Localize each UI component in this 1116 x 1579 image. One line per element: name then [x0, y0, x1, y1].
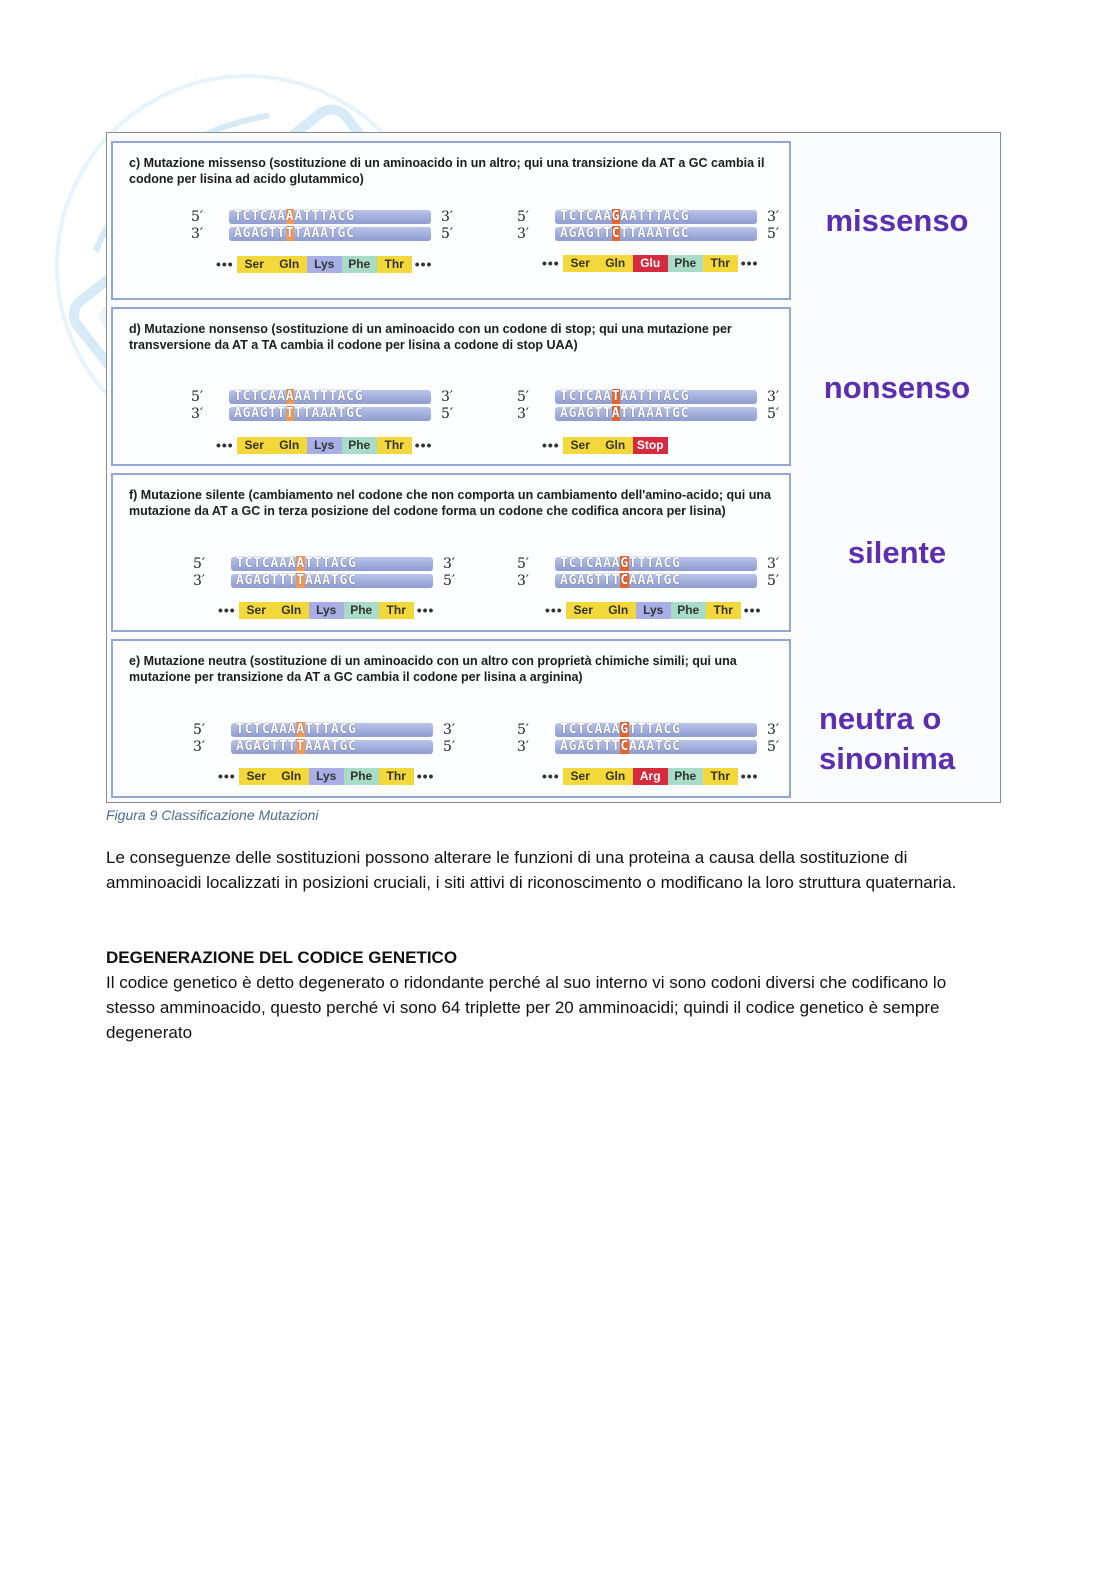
panel-neutral: [111, 639, 791, 798]
amino-acid: Ser: [563, 768, 598, 785]
strand-end-label: 3′: [191, 406, 204, 422]
mutation-type-label: missenso: [825, 203, 969, 238]
amino-acid: Gln: [274, 602, 309, 619]
amino-acid: Phe: [668, 768, 703, 785]
mutation-site: T: [296, 739, 306, 754]
amino-acid: Lys: [636, 602, 671, 619]
strand-end-label: 5′: [443, 739, 456, 755]
panel-silent: [111, 473, 791, 632]
paragraph: Le conseguenze delle sostituzioni possono alterare le funzioni di una proteina a causa della sostituzione di amminoacidi localizzati in posizioni cruciali, i siti attivi di riconoscimento o modificano la loro struttura quaternaria.: [106, 848, 957, 892]
mutation-type-label: neutra o sinonima: [819, 701, 956, 776]
strand-end-label: 3′: [191, 226, 204, 242]
panel-description: f) Mutazione silente (cambiamento nel codone che non comporta un cambiamento dell'amino-acido; qui una mutazione da AT a GC in terza posizione del codone forma un codone che codifica ancora per lisina): [129, 488, 771, 518]
amino-acid: Lys: [307, 437, 342, 454]
amino-acid: Ser: [566, 602, 601, 619]
strand-end-label: 3′: [517, 406, 530, 422]
top-strand: TCTCAAAGTTTACG: [555, 557, 757, 571]
top-strand: TCTCAAAATTTACG: [231, 557, 433, 571]
strand-end-label: 5′: [517, 209, 530, 225]
amino-acid-row: ••• Ser Gln Glu Phe Thr •••: [542, 255, 759, 271]
strand-end-label: 3′: [767, 389, 780, 405]
mutation-site: G: [620, 556, 630, 571]
mutation-site: C: [611, 226, 621, 241]
mutant-dna: [517, 209, 827, 251]
strand-end-label: 5′: [767, 406, 780, 422]
amino-acid: Phe: [342, 256, 377, 273]
panel-nonsense: [111, 307, 791, 466]
mutation-site: T: [296, 573, 306, 588]
amino-acid: Thr: [703, 255, 738, 272]
panel-description: d) Mutazione nonsenso (sostituzione di un aminoacido con un codone di stop; qui una mutazione per transversione da AT a TA cambia il codone per lisina a codone di stop UAA): [129, 322, 732, 352]
strand-end-label: 3′: [441, 209, 454, 225]
amino-acid: Gln: [598, 437, 633, 454]
mutation-site: G: [620, 722, 630, 737]
amino-acid: Stop: [633, 437, 668, 454]
amino-acid: Gln: [601, 602, 636, 619]
wild-type-dna: [193, 722, 503, 764]
mutation-site: A: [296, 556, 306, 571]
amino-acid: Gln: [274, 768, 309, 785]
mutation-site: C: [620, 573, 630, 588]
strand-end-label: 3′: [767, 722, 780, 738]
strand-end-label: 3′: [517, 573, 530, 589]
amino-acid: Phe: [344, 602, 379, 619]
strand-end-label: 5′: [517, 556, 530, 572]
amino-acid: Glu: [633, 255, 668, 272]
wild-type-dna: [191, 209, 501, 251]
strand-end-label: 5′: [441, 406, 454, 422]
strand-end-label: 3′: [193, 739, 206, 755]
amino-acid-row: ••• Ser Gln Lys Phe Thr •••: [545, 602, 762, 618]
mutation-type-label: nonsenso: [823, 370, 971, 405]
amino-acid-row: ••• Ser Gln Stop: [539, 436, 668, 454]
amino-acid: Ser: [237, 256, 272, 273]
amino-acid-row: ••• Ser Gln Lys Phe Thr •••: [218, 768, 435, 784]
strand-end-label: 5′: [443, 573, 456, 589]
amino-acid: Gln: [272, 437, 307, 454]
bottom-strand: AGAGTTTCAAATGC: [555, 574, 757, 588]
panel-missense: [111, 141, 791, 300]
top-strand: TCTCAATAATTTACG: [555, 390, 757, 404]
amino-acid: Ser: [239, 768, 274, 785]
amino-acid: Thr: [377, 256, 412, 273]
strand-end-label: 3′: [517, 739, 530, 755]
amino-acid: Ser: [239, 602, 274, 619]
mutant-dna: [517, 389, 827, 431]
bottom-strand: AGAGTTCTTAAATGC: [555, 227, 757, 241]
amino-acid-row: ••• Ser Gln Arg Phe Thr •••: [542, 768, 759, 784]
mutant-dna: [517, 556, 827, 598]
strand-end-label: 5′: [517, 389, 530, 405]
amino-acid: Ser: [563, 437, 598, 454]
amino-acid: Gln: [598, 768, 633, 785]
amino-acid: Phe: [344, 768, 379, 785]
wild-type-dna: [191, 389, 501, 431]
panel-description: c) Mutazione missenso (sostituzione di un aminoacido in un altro; qui una transizione da AT a GC cambia il codone per lisina ad acido glutammico): [129, 156, 765, 186]
top-strand: TCTCAAAATTTACG: [231, 723, 433, 737]
mutation-site: G: [611, 209, 621, 224]
top-strand: TCTCAAAGTTTACG: [555, 723, 757, 737]
strand-end-label: 5′: [441, 226, 454, 242]
strand-end-label: 5′: [767, 226, 780, 242]
mutation-site: A: [285, 389, 295, 404]
amino-acid: Arg: [633, 768, 668, 785]
strand-end-label: 3′: [443, 556, 456, 572]
strand-end-label: 3′: [193, 573, 206, 589]
strand-end-label: 3′: [441, 389, 454, 405]
amino-acid: Lys: [309, 602, 344, 619]
strand-end-label: 5′: [193, 556, 206, 572]
strand-end-label: 5′: [767, 573, 780, 589]
bottom-strand: AGAGTTTTAAATGC: [231, 740, 433, 754]
amino-acid: Lys: [307, 256, 342, 273]
mutation-site: A: [611, 406, 621, 421]
bottom-strand: AGAGTTATTAAATGC: [555, 407, 757, 421]
amino-acid: Thr: [379, 768, 414, 785]
amino-acid: Phe: [668, 255, 703, 272]
mutation-type-label: silente: [847, 535, 947, 570]
mutation-site: T: [285, 226, 295, 241]
amino-acid: Thr: [706, 602, 741, 619]
mutant-dna: [517, 722, 827, 764]
strand-end-label: 5′: [767, 739, 780, 755]
mutation-site: T: [285, 406, 295, 421]
amino-acid: Thr: [703, 768, 738, 785]
top-strand: TCTCAAAAATTTACG: [229, 390, 431, 404]
amino-acid: Gln: [598, 255, 633, 272]
strand-end-label: 5′: [191, 389, 204, 405]
section-heading: DEGENERAZIONE DEL CODICE GENETICO: [106, 948, 458, 967]
strand-end-label: 3′: [517, 226, 530, 242]
strand-end-label: 5′: [191, 209, 204, 225]
top-strand: TCTCAAAATTTACG: [229, 210, 431, 224]
mutation-site: T: [611, 389, 621, 404]
panel-description: e) Mutazione neutra (sostituzione di un aminoacido con un altro con proprietà chimiche simili; qui una mutazione per transizione da AT a GC cambia il codone per lisina a arginina): [129, 654, 737, 684]
mutation-site: A: [285, 209, 295, 224]
wild-type-dna: [193, 556, 503, 598]
paragraph: Il codice genetico è detto degenerato o ridondante perché al suo interno vi sono codoni diversi che codificano lo stesso amminoacido, questo perché vi sono 64 triplette per 20 amminoacidi; quindi il codice genetico è sempre degenerato: [106, 973, 947, 1042]
amino-acid-row: ••• Ser Gln Lys Phe Thr •••: [216, 437, 433, 453]
mutation-site: A: [296, 722, 306, 737]
amino-acid: Ser: [237, 437, 272, 454]
bottom-strand: AGAGTTTTTAAATGC: [229, 407, 431, 421]
strand-end-label: 3′: [443, 722, 456, 738]
amino-acid: Thr: [377, 437, 412, 454]
amino-acid: Phe: [671, 602, 706, 619]
bottom-strand: AGAGTTTCAAATGC: [555, 740, 757, 754]
amino-acid: Gln: [272, 256, 307, 273]
amino-acid: Thr: [379, 602, 414, 619]
mutation-classification-figure: [106, 132, 1001, 803]
strand-end-label: 5′: [517, 722, 530, 738]
amino-acid: Lys: [309, 768, 344, 785]
top-strand: TCTCAAGAATTTACG: [555, 210, 757, 224]
amino-acid-row: ••• Ser Gln Lys Phe Thr •••: [216, 256, 433, 272]
figure-caption: Figura 9 Classificazione Mutazioni: [106, 807, 319, 823]
amino-acid-row: ••• Ser Gln Lys Phe Thr •••: [218, 602, 435, 618]
amino-acid: Ser: [563, 255, 598, 272]
bottom-strand: AGAGTTTTAAATGC: [231, 574, 433, 588]
mutation-site: C: [620, 739, 630, 754]
strand-end-label: 3′: [767, 209, 780, 225]
bottom-strand: AGAGTTTTAAATGC: [229, 227, 431, 241]
strand-end-label: 3′: [767, 556, 780, 572]
amino-acid: Phe: [342, 437, 377, 454]
strand-end-label: 5′: [193, 722, 206, 738]
